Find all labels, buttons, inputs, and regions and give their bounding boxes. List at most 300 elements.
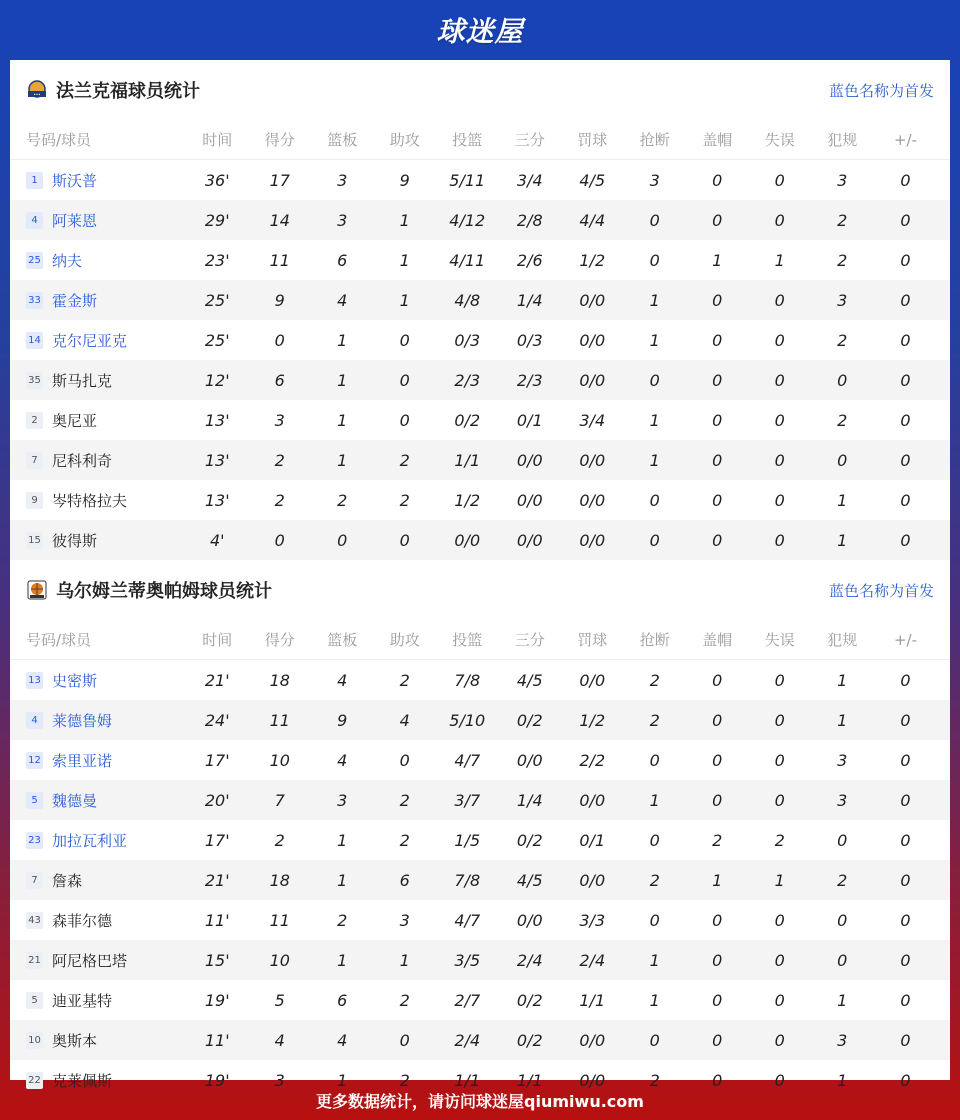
svg-text:•••: ••• [33,92,41,97]
jersey-number-badge: 1 [26,172,43,189]
stat-cell: 0 [774,370,785,390]
stat-cell: 1/2 [579,250,606,270]
stat-cell: 6 [399,870,410,890]
stat-cell: 0 [712,210,723,230]
stat-cell: 0 [837,950,848,970]
player-row[interactable] [10,400,950,440]
jersey-number-badge: 43 [26,912,43,929]
jersey-number-badge: 4 [26,712,43,729]
stat-cell: 0 [712,290,723,310]
player-name: 森菲尔德 [52,911,113,930]
player-name[interactable]: 斯沃普 [52,171,98,190]
stat-cell: 2 [337,910,348,930]
stat-cell: 5/11 [449,170,486,190]
stat-cell: 0/0 [579,790,606,810]
stat-cell: 1 [649,790,660,810]
stat-cell: 0/0 [579,450,606,470]
stat-cell: 10 [269,750,290,770]
stat-cell: 1/1 [579,990,606,1010]
jersey-number-badge: 35 [26,372,43,389]
stat-cell: 0 [900,530,911,550]
stat-cell: 3/5 [454,950,481,970]
column-header: 犯规 [827,131,858,149]
stat-cell: 0 [774,910,785,930]
player-row[interactable] [10,520,950,560]
jersey-number-badge: 21 [26,952,43,969]
starter-legend-note: 蓝色名称为首发 [828,81,934,100]
stat-cell: 0 [900,450,911,470]
stat-cell: 25' [204,290,230,310]
jersey-number-badge: 7 [26,872,43,889]
player-cell [10,490,186,511]
player-row[interactable] [10,980,950,1020]
stat-cell: 0/0 [516,450,543,470]
stat-cell: 1/2 [454,490,481,510]
stat-cell: 0 [900,670,911,690]
player-row[interactable] [10,740,950,780]
column-header: 三分 [514,131,545,149]
section-title: 乌尔姆兰蒂奥帕姆球员统计 [56,581,272,602]
stat-cell: 1 [337,450,348,470]
jersey-number-badge: 13 [26,672,43,689]
player-name: 彼得斯 [52,531,98,550]
column-header: 三分 [514,631,545,649]
stat-cell: 0 [774,1070,785,1090]
jersey-number-badge: 5 [26,992,43,1009]
stat-cell: 0 [900,370,911,390]
stat-cell: 0 [900,210,911,230]
stat-cell: 1 [337,870,348,890]
stat-cell: 0 [900,250,911,270]
stat-cell: 1 [712,870,723,890]
stat-cell: 2/3 [454,370,481,390]
player-cell [10,950,186,971]
player-name: 斯马扎克 [52,371,113,390]
jersey-number-badge: 14 [26,332,43,349]
stat-cell: 2 [712,830,723,850]
stat-cell: 0 [900,290,911,310]
player-cell [10,370,186,391]
stat-cell: 14 [269,210,290,230]
jersey-number-badge: 12 [26,752,43,769]
stat-cell: 0 [712,490,723,510]
player-cell [10,670,186,691]
player-row[interactable] [10,940,950,980]
stat-cell: 0/0 [454,530,481,550]
player-row[interactable] [10,780,950,820]
stat-cell: 0 [399,1030,410,1050]
stat-cell: 0 [399,370,410,390]
stat-cell: 2 [649,670,660,690]
player-row[interactable] [10,240,950,280]
stat-cell: 4/8 [454,290,481,310]
stat-cell: 1 [337,830,348,850]
stat-cell: 1 [837,990,848,1010]
stat-cell: 0/2 [454,410,481,430]
stat-cell: 0/0 [579,290,606,310]
stat-cell: 1 [399,950,410,970]
stat-cell: 0 [712,370,723,390]
stat-cell: 17' [204,750,230,770]
stat-cell: 0 [399,530,410,550]
column-header: 投篮 [452,131,483,149]
column-header: 失误 [764,131,795,149]
column-header: 时间 [202,631,233,649]
stat-cell: 0 [274,530,285,550]
stat-cell: 2 [399,990,410,1010]
player-cell [10,750,186,771]
stat-cell: 0/0 [516,530,543,550]
stat-cell: 1 [649,290,660,310]
stat-cell: 7/8 [454,870,481,890]
stat-cell: 1 [774,870,785,890]
stat-cell: 1 [837,530,848,550]
stat-cell: 2 [399,490,410,510]
column-header: 得分 [264,131,295,149]
footer-promo: 更多数据统计，请访问球迷屋qiumiwu.com [316,1091,644,1111]
column-header: 犯规 [827,631,858,649]
stat-cell: 2/3 [516,370,543,390]
stat-cell: 2 [649,1070,660,1090]
stat-cell: 2 [837,870,848,890]
player-name: 克莱佩斯 [52,1071,113,1090]
stat-cell: 0/1 [579,830,606,850]
stat-cell: 2 [649,710,660,730]
team-sections [10,60,950,1100]
stat-cell: 0 [774,170,785,190]
stat-cell: 2 [649,870,660,890]
column-header: +/- [893,130,918,149]
stat-cell: 3 [274,1070,285,1090]
jersey-number-badge: 7 [26,452,43,469]
stat-cell: 0 [900,950,911,970]
stat-cell: 1 [837,490,848,510]
stat-cell: 4/5 [516,870,543,890]
column-header: 号码/球员 [26,131,92,149]
stat-cell: 2 [399,670,410,690]
stat-cell: 4 [337,670,348,690]
stat-cell: 0 [649,750,660,770]
ulm-ratiopharm-logo-icon [26,580,48,600]
stat-cell: 2 [837,330,848,350]
stat-cell: 0 [712,530,723,550]
stat-cell: 2 [837,410,848,430]
stat-cell: 1 [399,250,410,270]
stat-cell: 4 [274,1030,285,1050]
jersey-number-badge: 2 [26,412,43,429]
stat-cell: 1 [837,1070,848,1090]
player-row[interactable] [10,860,950,900]
stat-cell: 0 [774,490,785,510]
player-row[interactable] [10,160,950,200]
stat-cell: 2 [399,790,410,810]
stat-cell: 4 [337,1030,348,1050]
player-cell [10,910,186,931]
stat-cell: 9 [399,170,410,190]
stat-cell: 0 [712,790,723,810]
column-header: 罚球 [577,631,608,649]
stat-cell: 0 [774,1030,785,1050]
stat-cell: 0/2 [516,990,543,1010]
stat-cell: 2/4 [516,950,543,970]
stat-cell: 13' [204,410,230,430]
stat-cell: 0 [900,1030,911,1050]
stat-cell: 0/3 [516,330,543,350]
stat-cell: 0 [649,1030,660,1050]
player-name[interactable]: 纳夫 [52,251,83,270]
stat-cell: 25' [204,330,230,350]
stat-cell: 6 [337,990,348,1010]
stat-cell: 0 [774,750,785,770]
stat-cell: 2 [274,490,285,510]
jersey-number-badge: 5 [26,792,43,809]
stat-cell: 0/2 [516,710,543,730]
stat-cell: 13' [204,490,230,510]
stat-cell: 0/0 [579,490,606,510]
player-cell [10,790,186,811]
section-header [10,560,950,620]
stat-cell: 0 [900,830,911,850]
stat-cell: 4/12 [449,210,486,230]
stat-cell: 7 [274,790,285,810]
stat-cell: 0 [837,910,848,930]
stat-cell: 0 [649,910,660,930]
stat-cell: 17 [269,170,290,190]
player-name[interactable]: 索里亚诺 [52,751,113,770]
stat-cell: 1/5 [454,830,481,850]
stat-cell: 0/0 [516,750,543,770]
stat-cell: 1/2 [579,710,606,730]
stat-cell: 2/2 [579,750,606,770]
stat-cell: 13' [204,450,230,470]
player-name: 迪亚基特 [52,991,113,1010]
stat-cell: 3 [837,750,848,770]
player-name[interactable]: 史密斯 [52,671,98,690]
jersey-number-badge: 25 [26,252,43,269]
column-header: 助攻 [389,131,420,149]
stat-cell: 4/7 [454,750,481,770]
stat-cell: 2/8 [516,210,543,230]
stat-cell: 0 [712,990,723,1010]
stat-cell: 0/0 [579,370,606,390]
stat-cell: 0 [712,950,723,970]
stat-cell: 36' [204,170,230,190]
stat-cell: 2 [837,250,848,270]
stat-cell: 1 [337,950,348,970]
stat-cell: 1 [837,710,848,730]
stat-cell: 2/7 [454,990,481,1010]
stat-cell: 2/4 [579,950,606,970]
player-name[interactable]: 加拉瓦利亚 [52,831,128,850]
column-header: 得分 [264,631,295,649]
stat-cell: 0 [649,830,660,850]
stat-cell: 0 [900,990,911,1010]
stat-cell: 3 [837,290,848,310]
stat-cell: 0/0 [516,490,543,510]
stat-cell: 0 [649,250,660,270]
stat-cell: 2 [399,1070,410,1090]
player-row[interactable] [10,900,950,940]
stat-cell: 15' [204,950,230,970]
stat-cell: 10 [269,950,290,970]
stat-cell: 0 [774,990,785,1010]
stat-cell: 0/0 [579,870,606,890]
player-cell [10,830,186,851]
player-cell [10,250,186,271]
player-row[interactable] [10,700,950,740]
stat-cell: 0 [337,530,348,550]
stat-cell: 1/4 [516,790,543,810]
stat-cell: 3 [399,910,410,930]
player-row[interactable] [10,820,950,860]
stat-cell: 0/1 [516,410,543,430]
stat-cell: 0 [900,330,911,350]
column-header: 助攻 [389,631,420,649]
stat-cell: 0 [900,750,911,770]
stat-cell: 0 [649,530,660,550]
player-name: 阿尼格巴塔 [52,951,128,970]
stat-cell: 1 [399,290,410,310]
player-row[interactable] [10,360,950,400]
column-header: 抢断 [639,631,670,649]
stat-cell: 1 [337,1070,348,1090]
column-header: 时间 [202,131,233,149]
stat-cell: 23' [204,250,230,270]
team-section [10,60,950,560]
starter-legend-note: 蓝色名称为首发 [828,581,934,600]
player-cell [10,450,186,471]
stat-cell: 0 [774,210,785,230]
stat-cell: 2 [837,210,848,230]
player-name[interactable]: 克尔尼亚克 [52,331,128,350]
stat-cell: 1 [337,410,348,430]
stat-cell: 1/1 [454,1070,481,1090]
stat-cell: 0 [399,410,410,430]
player-row[interactable] [10,1020,950,1060]
stat-cell: 0 [900,870,911,890]
column-header: 失误 [764,631,795,649]
stat-cell: 4 [337,290,348,310]
player-name: 尼科利奇 [52,451,113,470]
player-cell [10,410,186,431]
stat-cell: 19' [204,1070,230,1090]
stat-cell: 3 [649,170,660,190]
stat-cell: 11' [204,910,230,930]
player-row[interactable] [10,280,950,320]
jersey-number-badge: 4 [26,212,43,229]
stat-cell: 2 [274,450,285,470]
player-cell [10,330,186,351]
player-name[interactable]: 阿莱恩 [52,211,98,230]
stat-cell: 0 [774,950,785,970]
stats-panel [10,60,950,1090]
stat-cell: 0/0 [579,670,606,690]
player-name: 詹森 [52,871,83,890]
stat-cell: 9 [337,710,348,730]
stat-cell: 24' [204,710,230,730]
stat-cell: 3 [337,210,348,230]
stat-cell: 0 [774,290,785,310]
player-name[interactable]: 莱德鲁姆 [52,711,113,730]
player-name[interactable]: 霍金斯 [52,291,98,310]
stat-cell: 0 [649,210,660,230]
stat-cell: 0 [712,330,723,350]
player-row[interactable] [10,660,950,700]
player-row[interactable] [10,480,950,520]
player-cell [10,290,186,311]
column-header: 号码/球员 [26,631,92,649]
column-header: 投篮 [452,631,483,649]
stat-cell: 2 [399,830,410,850]
stat-cell: 11 [269,710,290,730]
stat-cell: 1 [337,330,348,350]
stat-cell: 0 [649,370,660,390]
stat-cell: 1 [649,990,660,1010]
stat-cell: 0 [712,750,723,770]
player-cell [10,210,186,231]
player-name: 岑特格拉夫 [52,491,128,510]
stat-cell: 3 [337,790,348,810]
column-header: 盖帽 [702,631,733,649]
player-row[interactable] [10,440,950,480]
stat-cell: 2/6 [516,250,543,270]
column-header: 篮板 [327,131,358,149]
column-header: 盖帽 [702,131,733,149]
player-cell [10,170,186,191]
stat-cell: 21' [204,670,230,690]
player-cell [10,710,186,731]
stat-cell: 0 [837,830,848,850]
stat-cell: 4/5 [516,670,543,690]
stat-cell: 0 [900,910,911,930]
player-row[interactable] [10,200,950,240]
stat-cell: 0 [900,490,911,510]
stat-cell: 0 [774,530,785,550]
section-title-wrap [26,577,272,603]
column-header: +/- [893,630,918,649]
jersey-number-badge: 22 [26,1072,43,1089]
brand-logo: 球迷屋 [436,15,524,48]
stat-cell: 0/0 [579,1030,606,1050]
player-name: 奥尼亚 [52,411,98,430]
stat-cell: 0/2 [516,1030,543,1050]
stat-cell: 0/2 [516,830,543,850]
stat-cell: 4/5 [579,170,606,190]
stat-cell: 0 [712,410,723,430]
frankfurt-skyliners-logo-icon [26,80,48,100]
player-name[interactable]: 魏德曼 [52,791,98,810]
stat-cell: 0 [837,370,848,390]
stat-cell: 5/10 [449,710,486,730]
stat-cell: 1 [649,410,660,430]
stat-cell: 4/11 [449,250,486,270]
stat-cell: 4 [337,750,348,770]
section-title: 法兰克福球员统计 [56,81,200,102]
stat-cell: 3 [837,1030,848,1050]
stat-cell: 0/0 [579,530,606,550]
stat-cell: 0 [900,1070,911,1090]
stat-cell: 0 [399,750,410,770]
stat-cell: 0/0 [579,330,606,350]
stat-cell: 6 [274,370,285,390]
stat-cell: 2 [274,830,285,850]
stat-cell: 5 [274,990,285,1010]
stat-cell: 29' [204,210,230,230]
player-row[interactable] [10,320,950,360]
stat-cell: 0 [712,450,723,470]
stat-cell: 7/8 [454,670,481,690]
player-cell [10,1030,186,1051]
